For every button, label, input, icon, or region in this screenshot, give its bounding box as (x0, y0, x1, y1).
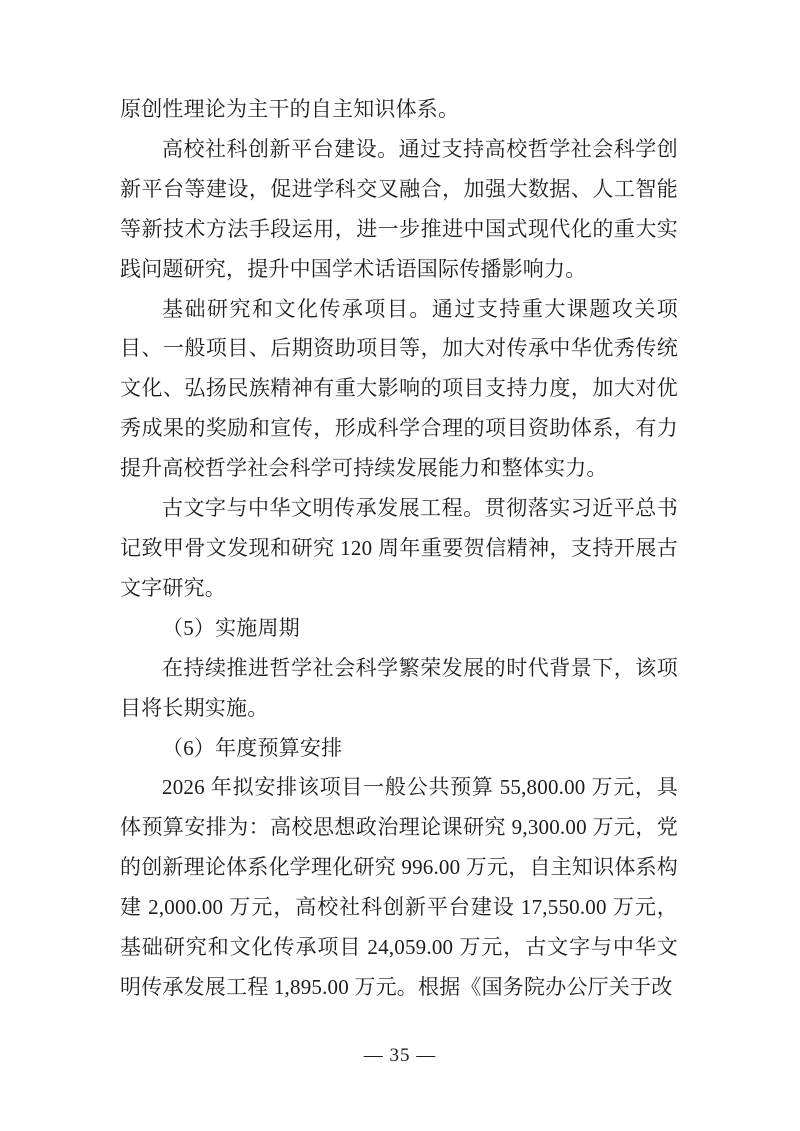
paragraph-platform-construction: 高校社科创新平台建设。通过支持高校哲学社会科学创新平台等建设，促进学科交叉融合，加强大数据、人工智能等新技术方法手段运用，进一步推进中国式现代化的重大实践问题研究，提升中国学术话语国际传播影响力。 (120, 136, 678, 281)
paragraph-continuation: 原创性理论为主干的自主知识体系。 (120, 97, 460, 121)
heading-implementation-period: （5）实施周期 (162, 615, 300, 640)
paragraph-annual-budget: 2026 年拟安排该项目一般公共预算 55,800.00 万元，具体预算安排为：高校思想政治理论课研究 9,300.00 万元，党的创新理论体系化学理化研究 996.00 万元，自主知识体系构建 2,000.00 万元，高校社科创新平台建设 17,550.00 万元，基础研究和文化传承项目 24,059.00 万元，古文字与中华文明传承发展工程 1,895.00 万元。根据《国务院办公厅关于改 (120, 775, 678, 999)
document-body (120, 90, 678, 1008)
heading-annual-budget: （6）年度预算安排 (162, 735, 343, 760)
paragraph-basic-research: 基础研究和文化传承项目。通过支持重大课题攻关项目、一般项目、后期资助项目等，加大对传承中华优秀传统文化、弘扬民族精神有重大影响的项目支持力度，加大对优秀成果的奖励和宣传，形成科学合理的项目资助体系，有力提升高校哲学社会科学可持续发展能力和整体实力。 (120, 296, 678, 481)
paragraph-implementation-period: 在持续推进哲学社会科学繁荣发展的时代背景下，该项目将长期实施。 (120, 655, 678, 720)
paragraph-ancient-script: 古文字与中华文明传承发展工程。贯彻落实习近平总书记致甲骨文发现和研究 120 周年重要贺信精神，支持开展古文字研究。 (120, 496, 678, 600)
page-number: — 35 — (363, 1045, 437, 1066)
